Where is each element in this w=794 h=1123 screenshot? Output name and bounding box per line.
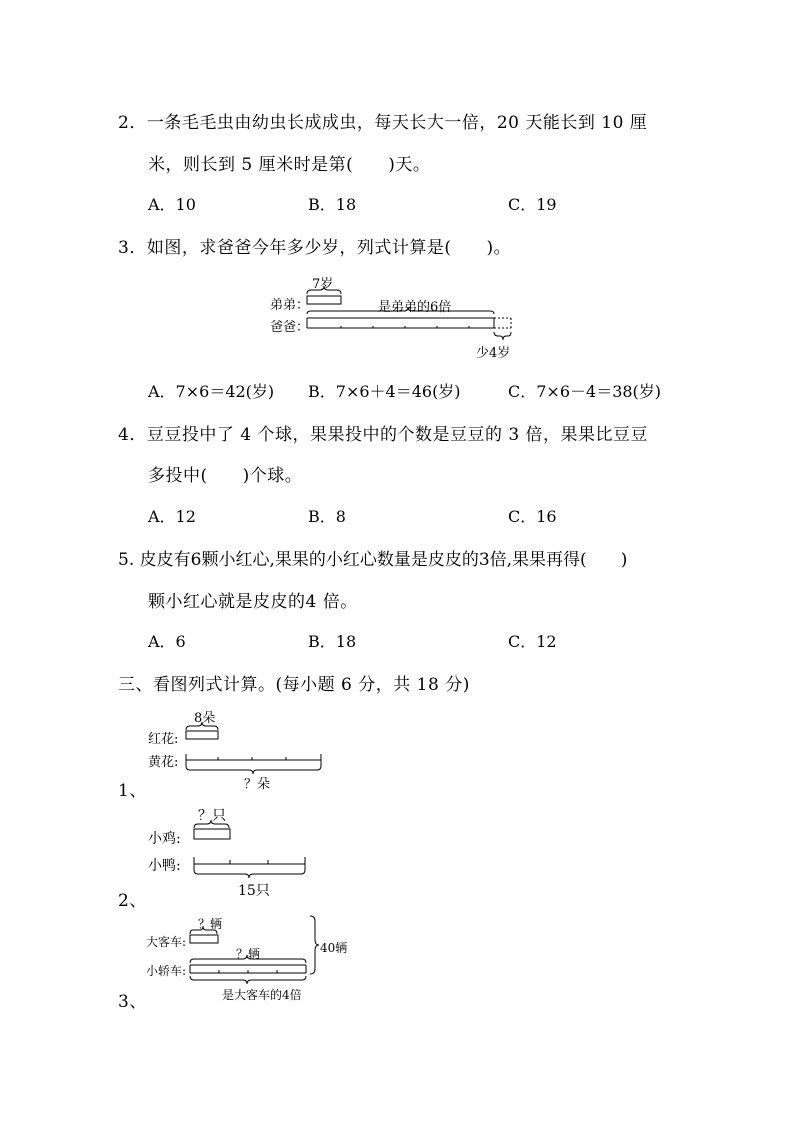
q3-label-brother: 弟弟： xyxy=(270,298,310,313)
q5-option-b: B．18 xyxy=(308,632,357,651)
q5-option-a: A．6 xyxy=(148,632,186,651)
q5-line2: 颗小红心就是皮皮的4 倍。 xyxy=(148,592,358,612)
p2-bottom-value: 15只 xyxy=(238,883,270,899)
q4-option-c: C．16 xyxy=(508,507,557,526)
p3-top-value: ？辆 xyxy=(198,917,223,931)
p1-bottom-value: ？朵 xyxy=(244,777,271,792)
q3-top-value: 7岁 xyxy=(312,277,334,292)
p2-label-duck: 小鸭: xyxy=(148,858,181,874)
q2-line1: 2．一条毛毛虫由幼虫长成成虫，每天长大一倍，20 天能长到 10 厘 xyxy=(118,113,648,133)
q3-option-a: A．7×6＝42(岁) xyxy=(148,382,275,401)
q3-less-text: 少4岁 xyxy=(476,346,511,361)
p2-top-value: ？只 xyxy=(198,808,226,824)
q4-option-b: B．8 xyxy=(308,507,346,526)
q2-option-c: C．19 xyxy=(508,195,557,214)
q2-option-b: B．18 xyxy=(308,195,357,214)
q4-line1: 4．豆豆投中了 4 个球，果果投中的个数是豆豆的 3 倍，果果比豆豆 xyxy=(118,425,649,445)
q3-label-father: 爸爸： xyxy=(270,320,310,335)
q5-line1: 5. 皮皮有6颗小红心,果果的小红心数量是皮皮的3倍,果果再得( ) xyxy=(118,550,628,570)
q3-option-b: B．7×6＋4＝46(岁) xyxy=(308,382,461,401)
q4-option-a: A．12 xyxy=(148,507,196,526)
q2-option-a: A．10 xyxy=(148,195,196,214)
section3-heading: 三、看图列式计算。(每小题 6 分，共 18 分) xyxy=(118,675,470,695)
q2-line2: 米，则长到 5 厘米时是第( )天。 xyxy=(148,155,431,175)
p2-number: 2、 xyxy=(118,891,147,911)
p1-top-value: 8朵 xyxy=(194,711,216,726)
p3-label-bus: 大客车: xyxy=(146,935,187,949)
p3-number: 3、 xyxy=(118,992,147,1012)
p3-total-value: 40辆 xyxy=(320,941,348,955)
p3-bottom-value: 是大客车的4倍 xyxy=(222,988,302,1002)
p1-label-yellow: 黄花: xyxy=(148,755,179,770)
q5-option-c: C．12 xyxy=(508,632,557,651)
p1-number: 1、 xyxy=(118,781,147,801)
p1-label-red: 红花: xyxy=(148,732,179,747)
p3-mid-value: ？辆 xyxy=(236,947,261,961)
q3-option-c: C．7×6－4＝38(岁) xyxy=(508,382,662,401)
p3-label-car: 小轿车: xyxy=(146,964,187,978)
p2-label-chick: 小鸡: xyxy=(148,831,181,847)
q3-line1: 3．如图，求爸爸今年多少岁，列式计算是( )。 xyxy=(118,238,512,258)
q4-line2: 多投中( )个球。 xyxy=(148,466,303,486)
q3-multiple-text: 是弟弟的6倍 xyxy=(378,300,452,315)
